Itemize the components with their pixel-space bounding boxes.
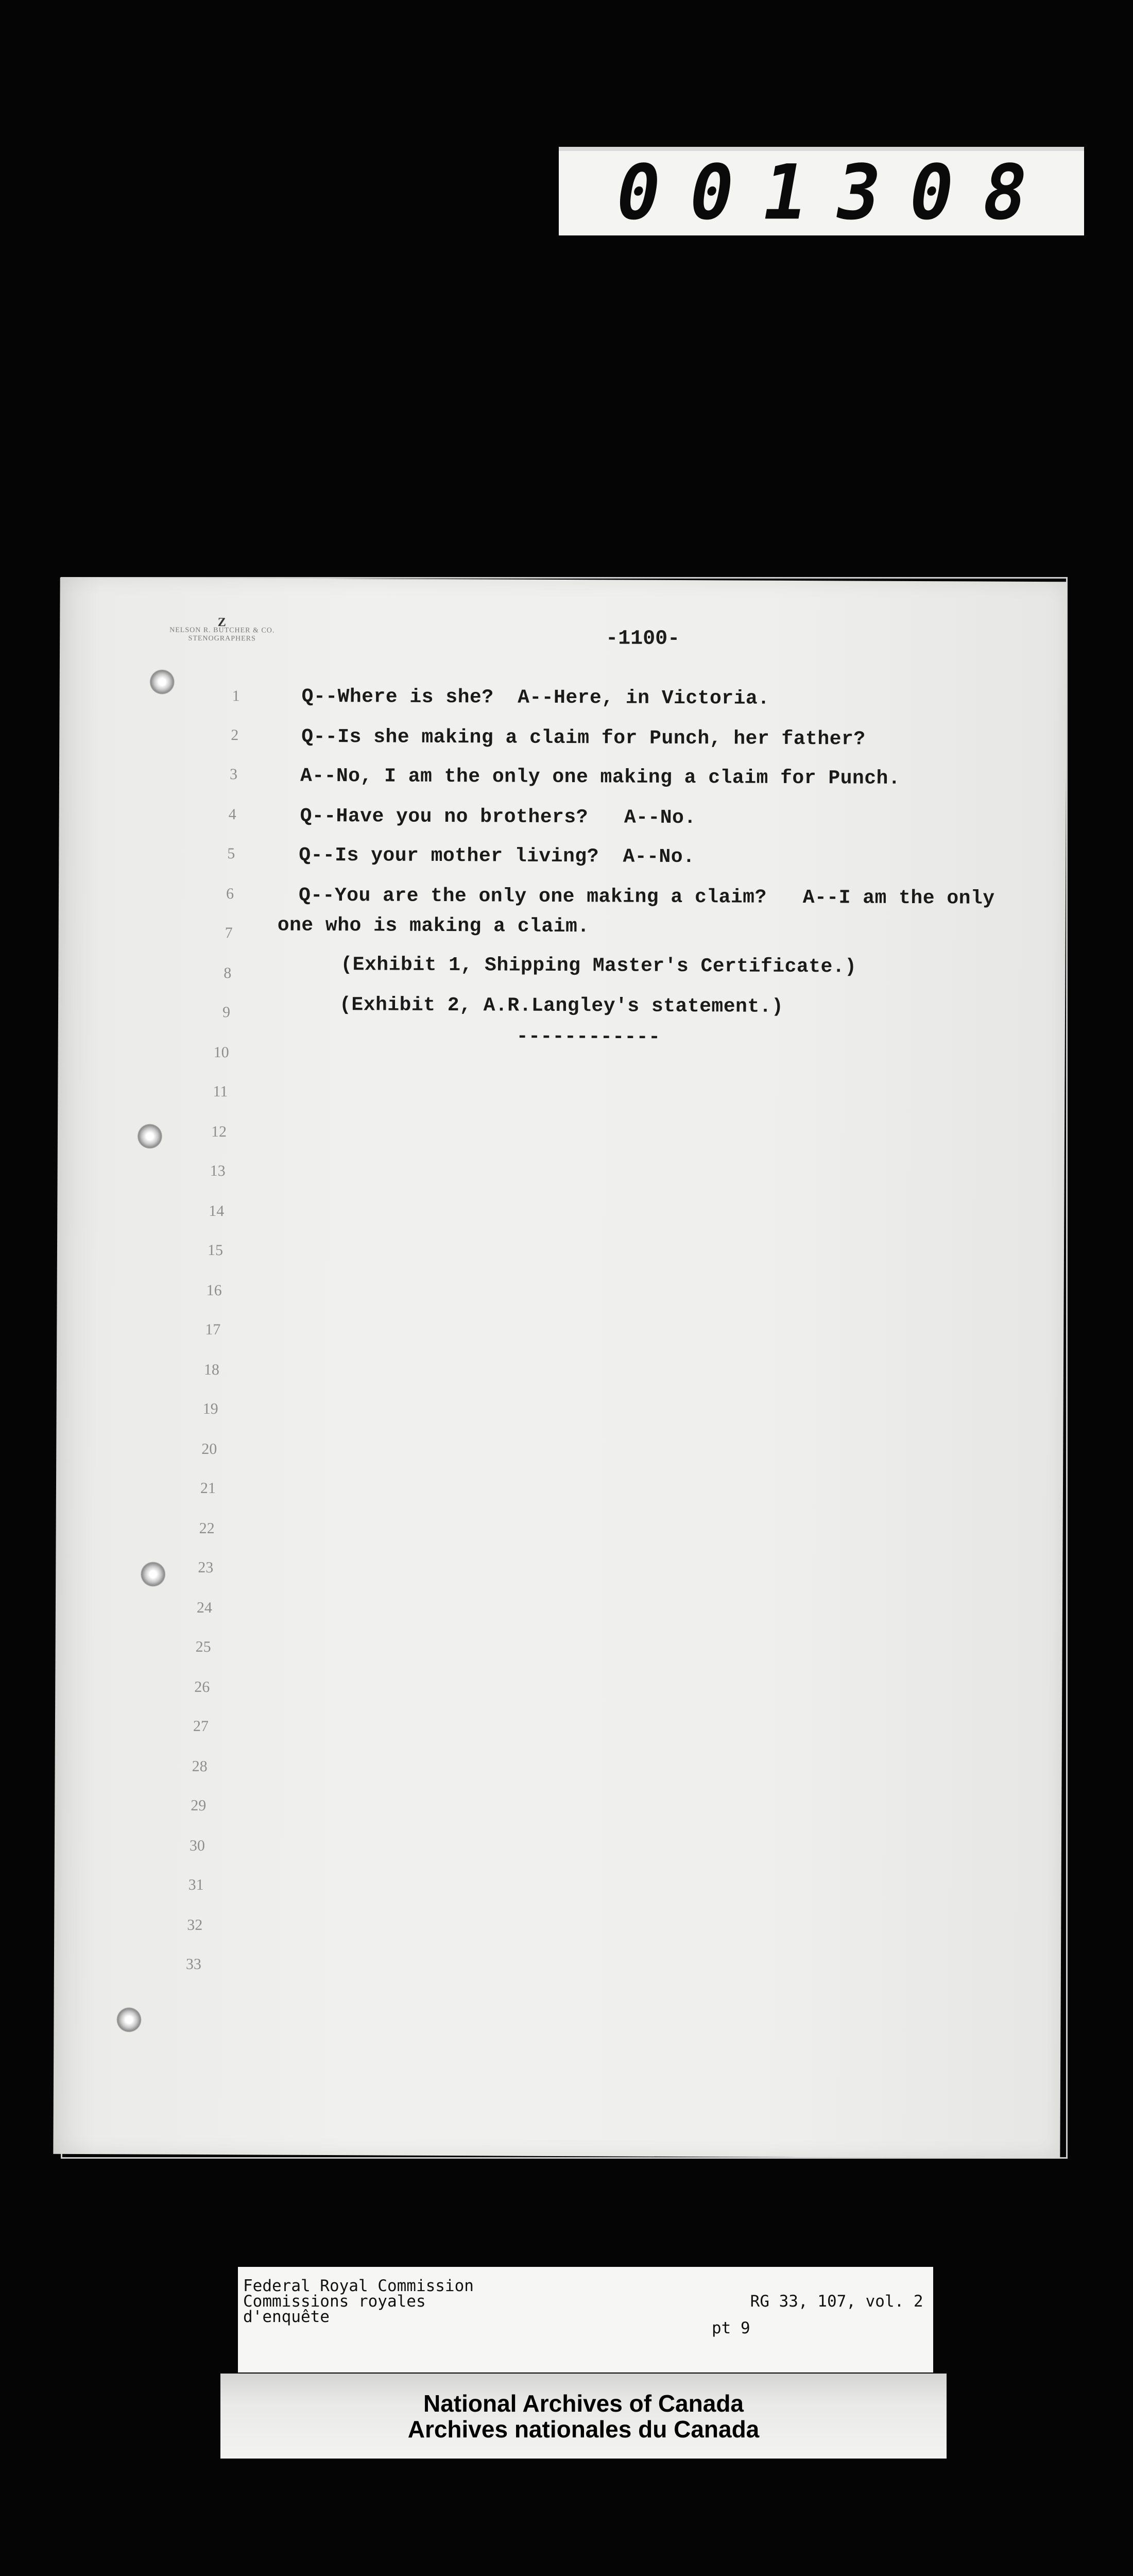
line-number: 33: [185, 1955, 202, 1973]
line-number: 5: [227, 845, 235, 862]
exhibit-line: (Exhibit 1, Shipping Master's Certificate.): [340, 954, 857, 978]
transcript-line: Q--Is your mother living? A--No.: [299, 844, 695, 869]
transcript-line: Q--Have you no brothers? A--No.: [300, 805, 696, 829]
fonds-french-2: d'enquête: [243, 2308, 330, 2326]
exhibit-line: (Exhibit 2, A.R.Langley's statement.): [339, 994, 784, 1018]
transcript-line: Q--You are the only one making a claim? A--I am the only: [298, 884, 995, 910]
punch-hole: [138, 1124, 162, 1148]
line-number: 11: [213, 1083, 228, 1100]
line-number: 30: [189, 1837, 205, 1854]
line-number: 4: [228, 806, 236, 823]
line-number: 21: [200, 1479, 216, 1497]
line-number: 27: [193, 1717, 209, 1735]
archive-name-french: Archives nationales du Canada: [407, 2415, 760, 2443]
stenographer-title: STENOGRAPHERS: [188, 634, 256, 643]
transcript-line: Q--Is she making a claim for Punch, her father?: [301, 725, 866, 751]
line-number: 28: [192, 1757, 208, 1775]
line-number: 31: [188, 1876, 204, 1893]
stenographer-header: [140, 618, 304, 643]
end-rule: ------------: [516, 1025, 661, 1048]
line-number: 32: [187, 1916, 203, 1934]
line-number: 7: [225, 924, 233, 942]
archive-name-panel: [220, 2374, 947, 2459]
reference-number: RG 33, 107, vol. 2: [750, 2292, 923, 2311]
line-number: 26: [194, 1678, 210, 1696]
frame-number: 001308: [609, 148, 1065, 238]
line-number: 19: [202, 1400, 218, 1418]
line-number: 25: [195, 1638, 211, 1656]
line-number: 24: [196, 1599, 213, 1617]
line-number: 8: [224, 964, 232, 982]
stenographer-name: NELSON R. BUTCHER & CO.: [169, 626, 275, 635]
punch-hole: [141, 1562, 165, 1586]
transcript-line: A--No, I am the only one making a claim for Punch.: [300, 765, 901, 790]
fonds-english: Federal Royal Commission: [243, 2277, 474, 2295]
line-number: 3: [229, 766, 238, 783]
line-number: 12: [211, 1123, 227, 1141]
line-number: 10: [213, 1044, 229, 1061]
page-number: -1100-: [606, 627, 680, 651]
line-number: 1: [232, 687, 240, 705]
line-number: 29: [191, 1797, 207, 1815]
reference-block: [712, 2278, 923, 2340]
line-number: 2: [231, 726, 239, 744]
transcript-line: Q--Where is she? A--Here, in Victoria.: [301, 685, 770, 710]
line-number: 13: [210, 1162, 226, 1180]
line-number: 17: [205, 1320, 221, 1338]
frame-number-box: [559, 147, 1084, 238]
fonds-title: [243, 2278, 474, 2325]
line-number: 15: [207, 1242, 224, 1259]
line-number: 23: [198, 1558, 214, 1577]
punch-hole: [116, 2007, 141, 2032]
line-number: 6: [226, 885, 234, 903]
line-number: 14: [209, 1202, 225, 1220]
fonds-french-1: Commissions royales: [243, 2292, 426, 2311]
line-number: 20: [201, 1440, 217, 1458]
document-page: [53, 578, 1067, 2159]
line-number: 9: [222, 1004, 231, 1021]
archive-name-english: National Archives of Canada: [423, 2389, 744, 2417]
line-number: 18: [203, 1361, 220, 1379]
stenographer-mark: Z: [217, 616, 227, 630]
punch-hole: [150, 670, 175, 694]
line-number: 16: [206, 1282, 222, 1299]
transcript-line: one who is making a claim.: [277, 914, 590, 938]
part-number: pt 9: [712, 2319, 750, 2337]
collection-info-panel: [238, 2267, 933, 2372]
line-number: 22: [199, 1519, 215, 1537]
